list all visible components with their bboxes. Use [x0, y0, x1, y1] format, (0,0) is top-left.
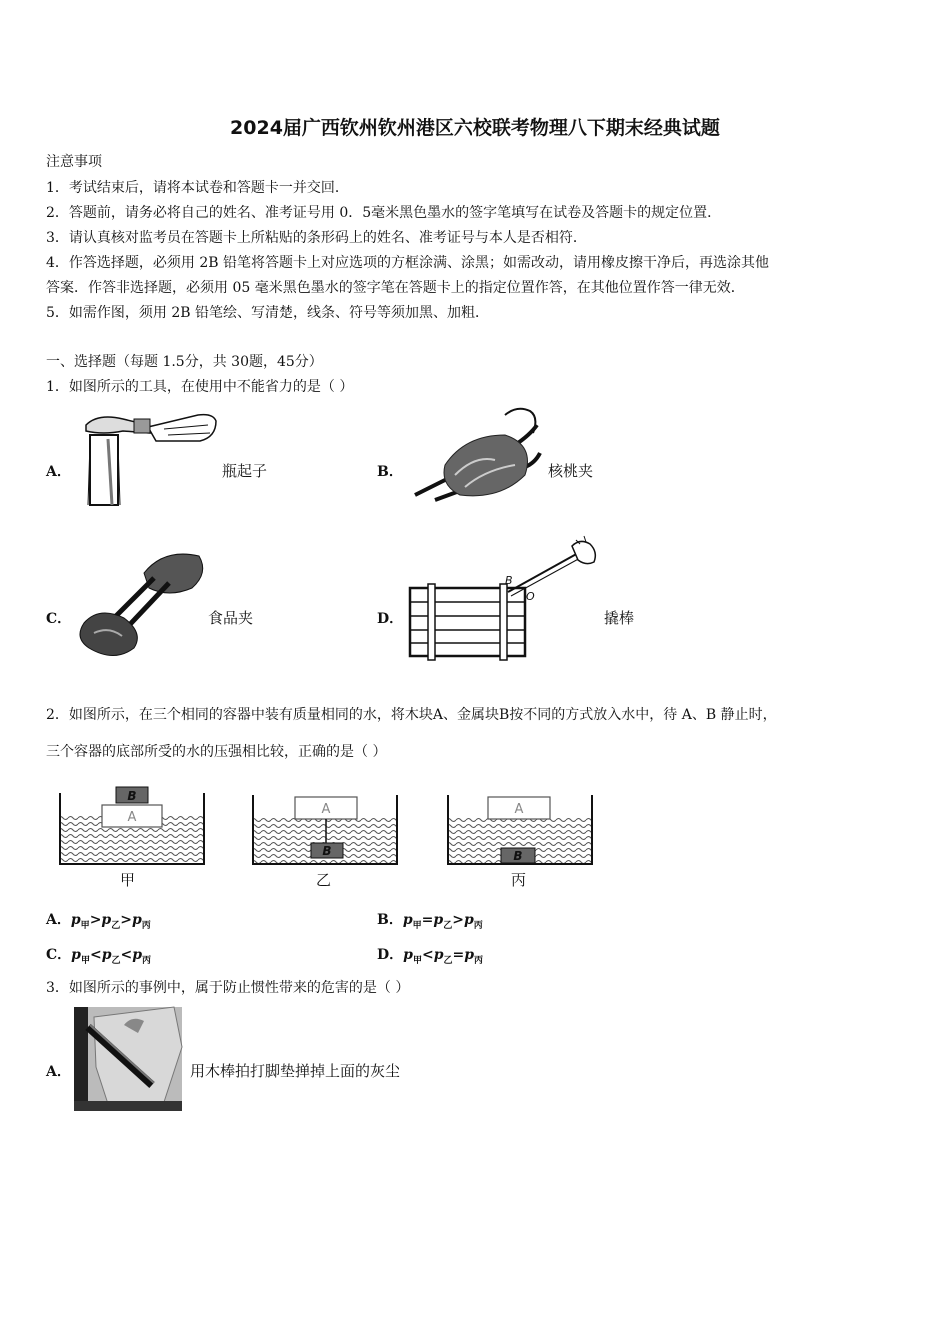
- block-a: A: [127, 810, 137, 825]
- notice-item: 4．作答选择题，必须用 2B 铅笔将答题卡上对应选项的方框涂满、涂黑；如需改动，请用橡皮擦干净后，再选涂其他: [46, 255, 769, 271]
- q1-option-a-letter[interactable]: A．: [46, 464, 71, 480]
- q2-option-a[interactable]: A．$p_甲>p_乙>p_丙$: [46, 912, 151, 931]
- block-b: B: [513, 849, 523, 863]
- crowbar-label-b: B: [505, 574, 513, 587]
- block-a: A: [321, 802, 331, 817]
- notice-item: 1．考试结束后，请将本试卷和答题卡一并交回．: [46, 180, 349, 196]
- q2-option-c[interactable]: C．$p_甲<p_乙<p_丙$: [46, 947, 152, 966]
- container-caption: 丙: [511, 871, 527, 889]
- q2-option-b[interactable]: B．$p_甲=p_乙>p_丙$: [377, 912, 483, 931]
- block-a: A: [514, 802, 524, 817]
- question-3-stem: 3．如图所示的事例中，属于防止惯性带来的危害的是（ ）: [46, 980, 410, 996]
- block-b: B: [322, 844, 332, 858]
- section-heading: 一、选择题（每题 1.5分，共 30题，45分）: [46, 354, 323, 370]
- container-bing: [446, 793, 596, 867]
- container-jia: [58, 785, 208, 867]
- notice-item: 5．如需作图，须用 2B 铅笔绘、写清楚，线条、符号等须加黑、加粗．: [46, 305, 490, 321]
- question-2-stem-line2: 三个容器的底部所受的水的压强相比较，正确的是（ ）: [46, 744, 387, 760]
- question-1-stem: 1．如图所示的工具，在使用中不能省力的是（ ）: [46, 379, 354, 395]
- food-tongs-icon: [74, 548, 210, 663]
- container-caption: 乙: [316, 871, 332, 889]
- q3-option-a-letter[interactable]: A．: [46, 1064, 71, 1080]
- container-yi: [251, 793, 401, 867]
- q1-option-a-label: 瓶起子: [222, 462, 268, 480]
- q1-option-d-letter[interactable]: D．: [377, 611, 404, 627]
- container-caption: 甲: [120, 871, 136, 889]
- notice-heading: 注意事项: [46, 154, 102, 170]
- q1-option-b-label: 核桃夹: [548, 462, 594, 480]
- block-b: B: [127, 789, 137, 803]
- q1-option-d-label: 撬棒: [604, 609, 635, 627]
- crowbar-label-o: O: [526, 590, 535, 603]
- q1-option-c-label: 食品夹: [208, 609, 254, 627]
- q3-option-a-label: 用木棒拍打脚垫掸掉上面的灰尘: [190, 1062, 401, 1080]
- notice-item: 答案．作答非选择题，必须用 05 毫米黑色墨水的签字笔在答题卡上的指定位置作答，在其他位置作答一律无效．: [46, 280, 745, 296]
- q1-option-b-letter[interactable]: B．: [377, 464, 403, 480]
- crowbar-icon: [408, 540, 603, 660]
- notice-item: 3．请认真核对监考员在答题卡上所粘贴的条形码上的姓名、准考证号与本人是否相符．: [46, 230, 587, 246]
- question-2-stem-line1: 2．如图所示，在三个相同的容器中装有质量相同的水，将木块A、金属块B按不同的方式放入水中，待 A、B 静止时，: [46, 707, 777, 723]
- q2-option-d[interactable]: D．$p_甲<p_乙=p_丙$: [377, 947, 484, 966]
- q1-option-c-letter[interactable]: C．: [46, 611, 72, 627]
- beating-mat-icon: [74, 1007, 184, 1112]
- page-title: 2024届广西钦州钦州港区六校联考物理八下期末经典试题: [230, 117, 720, 139]
- notice-item: 2．答题前，请务必将自己的姓名、准考证号用 0．5毫米黑色墨水的签字笔填写在试卷及答题卡的规定位置．: [46, 205, 722, 221]
- walnut-cracker-icon: [405, 405, 545, 515]
- bottle-opener-icon: [78, 405, 218, 513]
